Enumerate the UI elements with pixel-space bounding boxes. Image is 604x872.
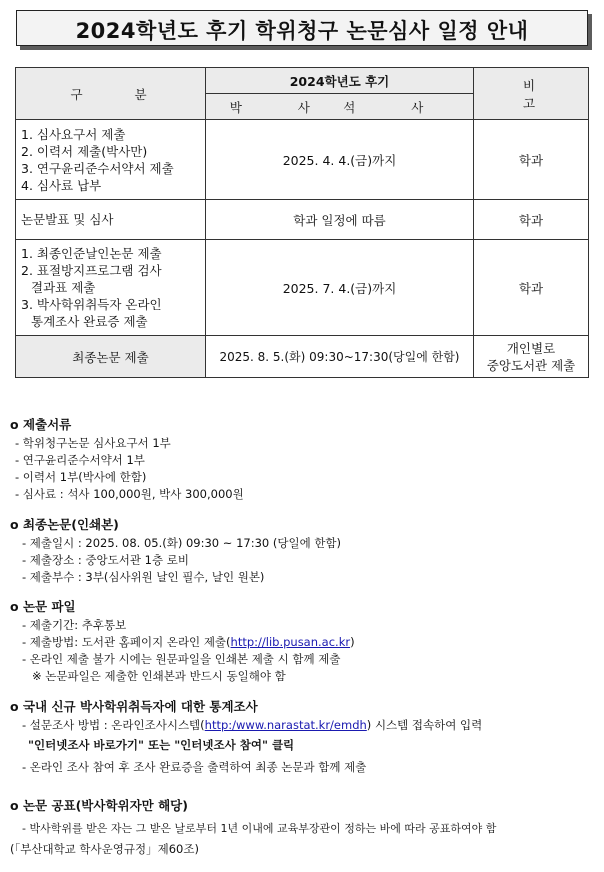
section-line: - 심사료 : 석사 100,000원, 박사 300,000원 [15,487,244,501]
table-row [16,200,589,240]
note-line: 개인별로 [506,340,556,356]
header-term: 2024학년도 후기 [206,68,474,94]
section-note: ※ 논문파일은 제출한 인쇄본과 반드시 동일해야 함 [32,669,286,683]
row-note [474,336,589,378]
row-note: 학과 [474,240,589,336]
row-date: 2025. 8. 5.(화) 09:30~17:30(당일에 한함) [206,336,474,378]
section-docs [10,416,600,503]
section-line: (「부산대학교 학사운영규정」제60조) [10,842,199,856]
header-gubun: 구 분 [16,68,206,120]
row-item: 2. 이력서 제출(박사만) [21,143,148,159]
row-item: 4. 심사료 납부 [21,177,102,193]
section-heading: o 국내 신규 박사학위취득자에 대한 통계조사 [10,699,258,714]
title-box [16,10,588,46]
header-degrees [206,94,474,120]
row-item: 1. 최종인준날인논문 제출 [21,246,162,261]
row-item: 결과표 제출 [31,280,96,295]
section-survey [10,698,600,776]
row-item: 논문발표 및 심사 [21,212,114,227]
section-line [10,717,600,734]
line-text: - 제출방법: 도서관 홈페이지 온라인 제출( [22,635,231,649]
header-phd: 박 사 [229,99,336,115]
section-line: - 제출장소 : 중앙도서관 1층 로비 [22,553,189,567]
section-line: - 이력서 1부(박사에 한함) [15,470,147,484]
row-note: 학과 [474,200,589,240]
section-line: - 온라인 조사 참여 후 조사 완료증을 출력하여 최종 논문과 함께 제출 [22,760,367,774]
section-final [10,516,600,586]
section-heading: o 최종논문(인쇄본) [10,517,119,532]
table-row [16,240,589,336]
row-item: 3. 박사학위취득자 온라인 [21,297,162,312]
section-line: - 제출일시 : 2025. 08. 05.(화) 09:30 ~ 17:30 (당일에 한함) [22,536,342,550]
row-items [16,200,206,240]
header-bigo: 비 고 [474,68,589,120]
row-items [16,240,206,336]
row-note: 학과 [474,120,589,200]
row-items: 최종논문 제출 [16,336,206,378]
section-heading: o 논문 공표(박사학위자만 해당) [10,798,188,813]
row-item: 통계조사 완료증 제출 [31,314,148,329]
row-item: 3. 연구윤리준수서약서 제출 [21,160,174,176]
row-date: 2025. 4. 4.(금)까지 [206,120,474,200]
section-line: "인터넷조사 바로가기" 또는 "인터넷조사 참여" 클릭 [28,738,295,752]
table-row [16,120,589,200]
row-date: 2025. 7. 4.(금)까지 [206,240,474,336]
section-line: - 연구윤리준수서약서 1부 [15,453,145,467]
section-line: - 제출기간: 추후통보 [22,618,127,632]
header-master: 석 사 [343,99,450,115]
line-text: - 설문조사 방법 : 온라인조사시스템( [22,718,205,732]
section-line: - 온라인 제출 불가 시에는 원문파일을 인쇄본 제출 시 함께 제출 [22,652,341,666]
row-item: 2. 표절방지프로그램 검사 [21,263,162,278]
page-title: 2024학년도 후기 학위청구 논문심사 일정 안내 [75,19,529,43]
section-line [10,634,600,651]
line-text: ) 시스템 접속하여 입력 [366,718,483,732]
section-publish [10,797,600,858]
row-items [16,120,206,200]
section-heading: o 논문 파일 [10,599,76,614]
row-item: 1. 심사요구서 제출 [21,126,126,142]
library-link[interactable]: http://lib.pusan.ac.kr [230,635,351,649]
section-line: - 박사학위를 받은 자는 그 받은 날로부터 1년 이내에 교육부장관이 정하는 바에 따라 공표하여야 함 [22,822,497,835]
schedule-table [15,67,589,378]
table-row [16,336,589,378]
section-line: - 제출부수 : 3부(심사위원 날인 필수, 날인 원본) [22,570,265,584]
section-heading: o 제출서류 [10,417,72,432]
note-line: 중앙도서관 제출 [486,357,576,373]
line-text: ) [350,635,355,649]
row-date: 학과 일정에 따름 [206,200,474,240]
narastat-link[interactable]: http:/www.narastat.kr/emdh [204,718,367,732]
section-file [10,598,600,685]
section-line: - 학위청구논문 심사요구서 1부 [15,436,171,450]
